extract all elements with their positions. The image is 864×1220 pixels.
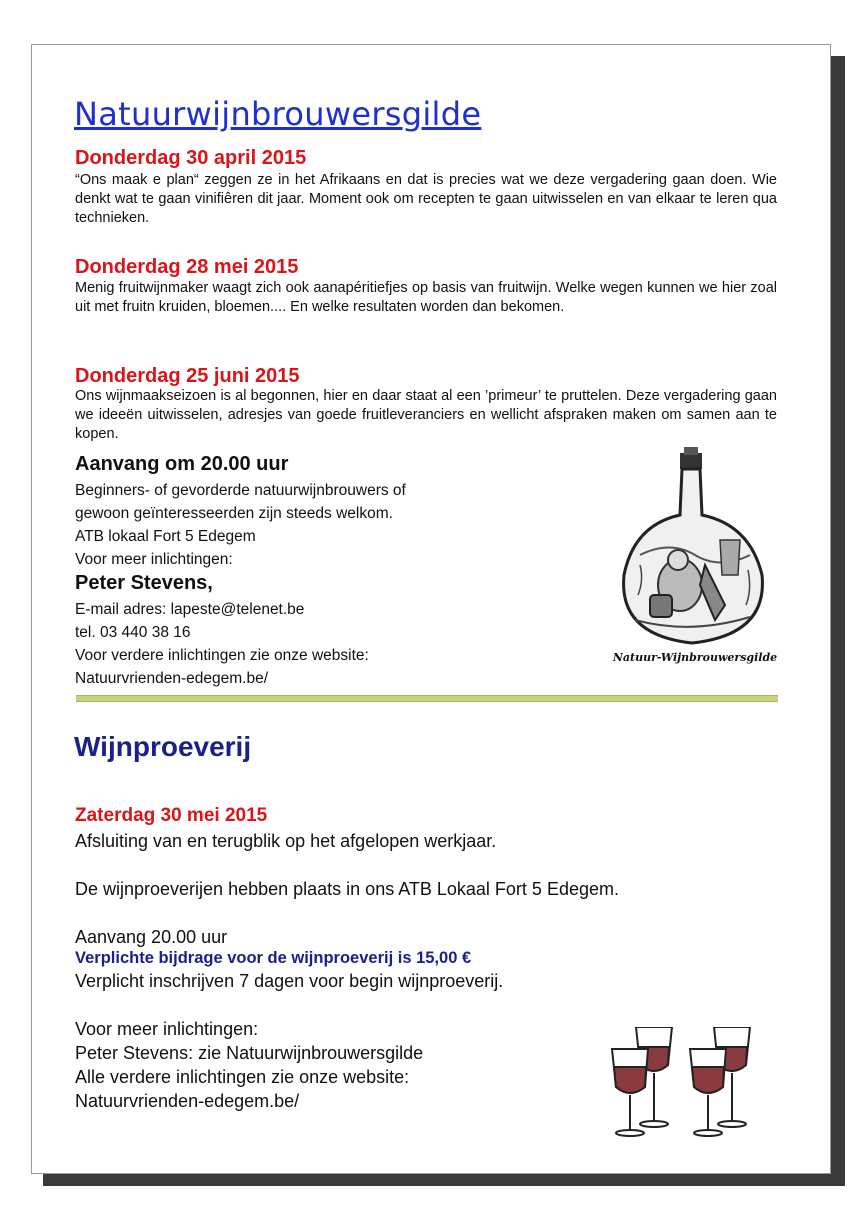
flyer-page	[31, 44, 831, 1174]
wine-bottle-icon	[610, 445, 780, 675]
more-info-4[interactable]: Natuurvrienden-edegem.be/	[75, 1091, 300, 1111]
section-divider	[76, 695, 778, 702]
tasting-start: Aanvang 20.00 uur	[75, 927, 228, 947]
more-info-3: Alle verdere inlichtingen zie onze website:	[75, 1067, 410, 1087]
info-line-2: gewoon geïnteresseerden zijn steeds welkom.	[75, 505, 393, 522]
more-info-1: Voor meer inlichtingen:	[75, 1019, 259, 1039]
info-line-4: Voor meer inlichtingen:	[75, 551, 233, 568]
logo-caption: Natuur-Wijnbrouwersgilde	[612, 651, 778, 664]
start-time: Aanvang om 20.00 uur	[75, 453, 289, 475]
info-line-3: ATB lokaal Fort 5 Edegem	[75, 528, 256, 545]
contact-name: Peter Stevens,	[75, 572, 213, 594]
section2-title: Wijnproeverij	[74, 731, 252, 762]
event2-text: Menig fruitwijnmaker waagt zich ook aanapéritiefjes op basis van fruitwijn. Welke wegen kunnen we hier zoal uit met fruitn kruiden, bloemen.... En welke resultaten worden dan bekomen.	[75, 280, 777, 315]
contact-phone: tel. 03 440 38 16	[75, 624, 191, 641]
info-line-1: Beginners- of gevorderde natuurwijnbrouwers of	[75, 482, 406, 499]
tasting-fee: Verplichte bijdrage voor de wijnproeverij is 15,00 €	[75, 949, 472, 967]
section1-title[interactable]: Natuurwijnbrouwersgilde	[74, 95, 482, 133]
tasting-line-2: De wijnproeverijen hebben plaats in ons ATB Lokaal Fort 5 Edegem.	[75, 879, 619, 899]
contact-email[interactable]: E-mail adres: lapeste@telenet.be	[75, 601, 305, 618]
wine-glasses-icon	[610, 1027, 760, 1139]
event3-date: Donderdag 25 juni 2015	[75, 365, 300, 387]
tasting-date: Zaterdag 30 mei 2015	[75, 805, 268, 826]
tasting-line-1: Afsluiting van en terugblik op het afgelopen werkjaar.	[75, 831, 497, 851]
website-link[interactable]: Natuurvrienden-edegem.be/	[75, 670, 269, 687]
event2-date: Donderdag 28 mei 2015	[75, 256, 299, 278]
more-info-2: Peter Stevens: zie Natuurwijnbrouwersgilde	[75, 1043, 424, 1063]
event1-date: Donderdag 30 april 2015	[75, 147, 307, 169]
event3-text: Ons wijnmaakseizoen is al begonnen, hier en daar staat al een ’primeur’ te pruttelen. Deze vergadering gaan we ideeën uitwisselen, adresjes van goede fruitleveranciers en wellicht afspraken maken om samen aan te kopen.	[75, 388, 777, 442]
tasting-register: Verplicht inschrijven 7 dagen voor begin wijnproeverij.	[75, 971, 504, 991]
website-intro: Voor verdere inlichtingen zie onze website:	[75, 647, 369, 664]
event1-text: “Ons maak e plan“ zeggen ze in het Afrikaans en dat is precies wat we deze vergadering gaan doen. Wie denkt wat te gaan vinifiêren dit jaar. Moment ook om recepten te gaan uitwisselen en van elkaar te leren qua technieken.	[75, 172, 777, 226]
